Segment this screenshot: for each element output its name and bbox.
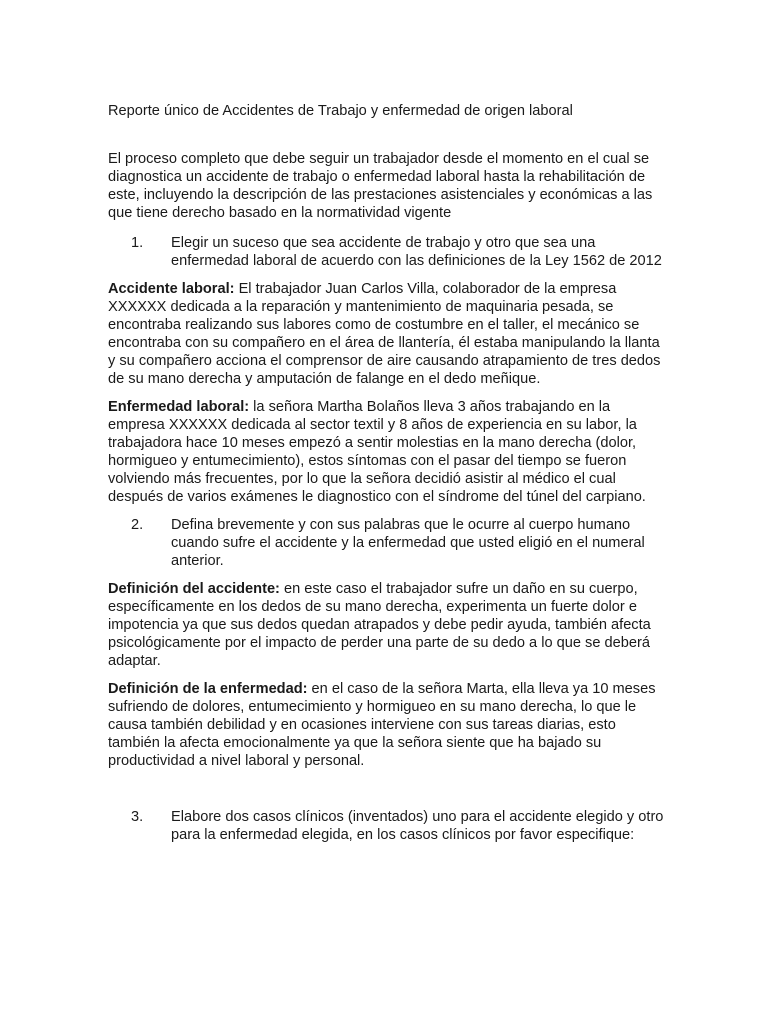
list-item-number: 3. xyxy=(131,809,144,825)
list-item-text: Elegir un suceso que sea accidente de trabajo y otro que sea una enfermedad laboral de acuerdo con las definiciones de la Ley 1562 de 2012 xyxy=(171,235,662,269)
list-item xyxy=(108,516,668,570)
accident-definition-paragraph xyxy=(108,580,668,670)
disease-definition-label: Definición de la enfermedad: xyxy=(108,681,308,697)
disease-paragraph xyxy=(108,398,668,506)
disease-definition-paragraph xyxy=(108,680,668,770)
list-item xyxy=(108,808,668,844)
list-item-number: 2. xyxy=(131,517,144,533)
document-page xyxy=(108,102,668,854)
list-item-text: Elabore dos casos clínicos (inventados) uno para el accidente elegido y otro para la enfermedad elegida, en los casos clínicos por favor especifique: xyxy=(171,809,664,843)
disease-definition-text: en el caso de la señora Marta, ella lleva ya 10 meses sufriendo de dolores, entumecimiento y hormigueo en su mano derecha, lo que le causa también debilidad y en ocasiones interviene con sus tareas diarias, esto también la afecta emocionalmente ya que la señora siente que ha bajado su productividad a nivel laboral y personal. xyxy=(108,681,656,769)
intro-paragraph: El proceso completo que debe seguir un trabajador desde el momento en el cual se diagnostica un accidente de trabajo o enfermedad laboral hasta la rehabilitación de este, incluyendo la descripción de las prestaciones asistenciales y económicas a las que tiene derecho basado en la normatividad vigente xyxy=(108,151,653,221)
list-item-number: 1. xyxy=(131,235,144,251)
accident-definition-text: en este caso el trabajador sufre un daño en su cuerpo, específicamente en los dedos de su mano derecha, experimenta un fuerte dolor e impotencia ya que sus dedos quedan atrapados y debe pedir ayuda, también afecta psicológicamente por el impacto de perder una parte de su dedo a lo que se deberá adaptar. xyxy=(108,581,651,669)
accident-paragraph xyxy=(108,280,668,388)
spacer xyxy=(108,780,668,808)
accident-definition-label: Definición del accidente: xyxy=(108,581,280,597)
disease-text: la señora Martha Bolaños lleva 3 años trabajando en la empresa XXXXXX dedicada al sector textil y 8 años de experiencia en su labor, la trabajadora hace 10 meses empezó a sentir molestias en la mano derecha (dolor, hormigueo y entumecimiento), estos síntomas con el pasar del tiempo se fueron volviendo más frecuentes, por lo que la señora decidió asistir al médico el cual después de varios exámenes le diagnostico con el síndrome del túnel del carpiano. xyxy=(108,399,646,505)
accident-label: Accidente laboral: xyxy=(108,281,235,297)
disease-label: Enfermedad laboral: xyxy=(108,399,250,415)
list-item xyxy=(108,234,668,270)
accident-text: El trabajador Juan Carlos Villa, colaborador de la empresa XXXXXX dedicada a la reparación y mantenimiento de maquinaria pesada, se encontraba realizando sus labores como de costumbre en el taller, el mecánico se encontraba con su compañero en el área de llantería, él estaba manipulando la llanta y su compañero acciona el comprensor de aire causando atrapamiento de tres dedos de su mano derecha y amputación de falange en el dedo meñique. xyxy=(108,281,661,387)
list-item-text: Defina brevemente y con sus palabras que le ocurre al cuerpo humano cuando sufre el accidente y la enfermedad que usted eligió en el numeral anterior. xyxy=(171,517,645,569)
document-title: Reporte único de Accidentes de Trabajo y enfermedad de origen laboral xyxy=(108,103,573,119)
